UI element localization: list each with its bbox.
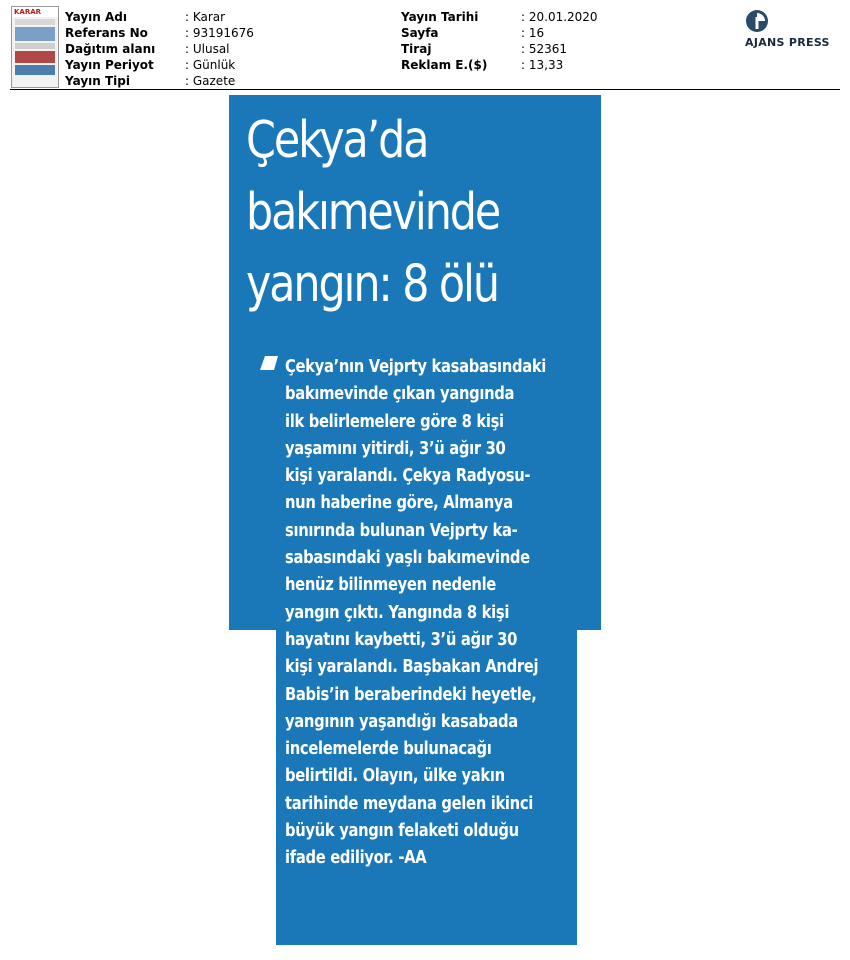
paragraph-bullet-icon [260,356,278,370]
meta-row-yayin-tarihi [401,9,701,25]
meta-label: Yayın Adı [65,10,127,24]
meta-value: : 52361 [521,42,568,56]
meta-value: : 16 [521,26,545,40]
body-line: yangın çıktı. Yangında 8 kişi [285,601,510,623]
meta-row-yayin-periyot [65,57,385,73]
meta-label: Sayfa [401,26,439,40]
meta-label: Yayın Tarihi [401,10,479,24]
meta-row-sayfa [401,25,701,41]
meta-value: : Karar [185,10,226,24]
body-line: belirtildi. Olayın, ülke yakın [285,765,505,787]
body-line: yangının yaşandığı kasabada [285,710,518,732]
newspaper-thumbnail [11,6,59,88]
logo-name: AJANS PRESS [745,36,830,49]
body-line: Babis’in beraberindeki heyetle, [285,683,537,705]
ajans-press-logo-icon [745,9,769,33]
meta-row-referans-no [65,25,385,41]
meta-row-reklam-esdegeri [401,57,701,73]
headline-line: bakımevinde [246,183,500,242]
meta-label: Referans No [65,26,148,40]
body-line: sabasındaki yaşlı bakımevinde [285,547,530,569]
meta-label: Reklam E.($) [401,58,488,72]
meta-value: : Ulusal [185,42,230,56]
meta-value: : Günlük [185,58,236,72]
meta-row-dagitim-alani [65,41,385,57]
meta-value: : 93191676 [185,26,254,40]
ajans-press-logo [745,9,840,49]
headline-line: yangın: 8 ölü [246,255,498,314]
meta-label: Yayın Periyot [65,58,154,72]
article-body [285,353,580,872]
meta-value: : 20.01.2020 [521,10,598,24]
meta-value: : Gazete [185,74,236,88]
body-line: tarihinde meydana gelen ikinci [285,792,533,814]
body-line: yaşamını yitirdi, 3’ü ağır 30 [285,437,506,459]
meta-label: Dağıtım alanı [65,42,156,56]
body-line: henüz bilinmeyen nedenle [285,574,496,596]
body-line: ilk belirlemelere göre 8 kişi [285,410,504,432]
body-line: ifade ediliyor. -AA [285,847,427,869]
body-line: hayatını kaybetti, 3’ü ağır 30 [285,628,518,650]
publication-meta-left [65,9,385,89]
body-line: bakımevinde çıkan yangında [285,383,515,405]
body-line: kişi yaralandı. Başbakan Andrej [285,656,539,678]
meta-row-yayin-adi [65,9,385,25]
article-headline [246,105,540,321]
meta-value: : 13,33 [521,58,564,72]
meta-row-tiraj [401,41,701,57]
thumbnail-masthead: KARAR [12,7,58,17]
body-line: incelemelerde bulunacağı [285,738,492,760]
meta-label: Tiraj [401,42,432,56]
body-line: büyük yangın felaketi olduğu [285,820,519,842]
headline-line: Çekya’da [246,111,428,170]
body-line: Çekya’nın Vejprty kasabasındaki [285,356,547,377]
body-line: sınırında bulunan Vejprty ka- [285,519,518,541]
body-line: kişi yaralandı. Çekya Radyosu- [285,465,531,487]
publication-meta-right [401,9,701,73]
header-divider [10,89,840,90]
meta-label: Yayın Tipi [65,74,130,88]
meta-row-yayin-tipi [65,73,385,89]
body-line: nun haberine göre, Almanya [285,492,513,514]
